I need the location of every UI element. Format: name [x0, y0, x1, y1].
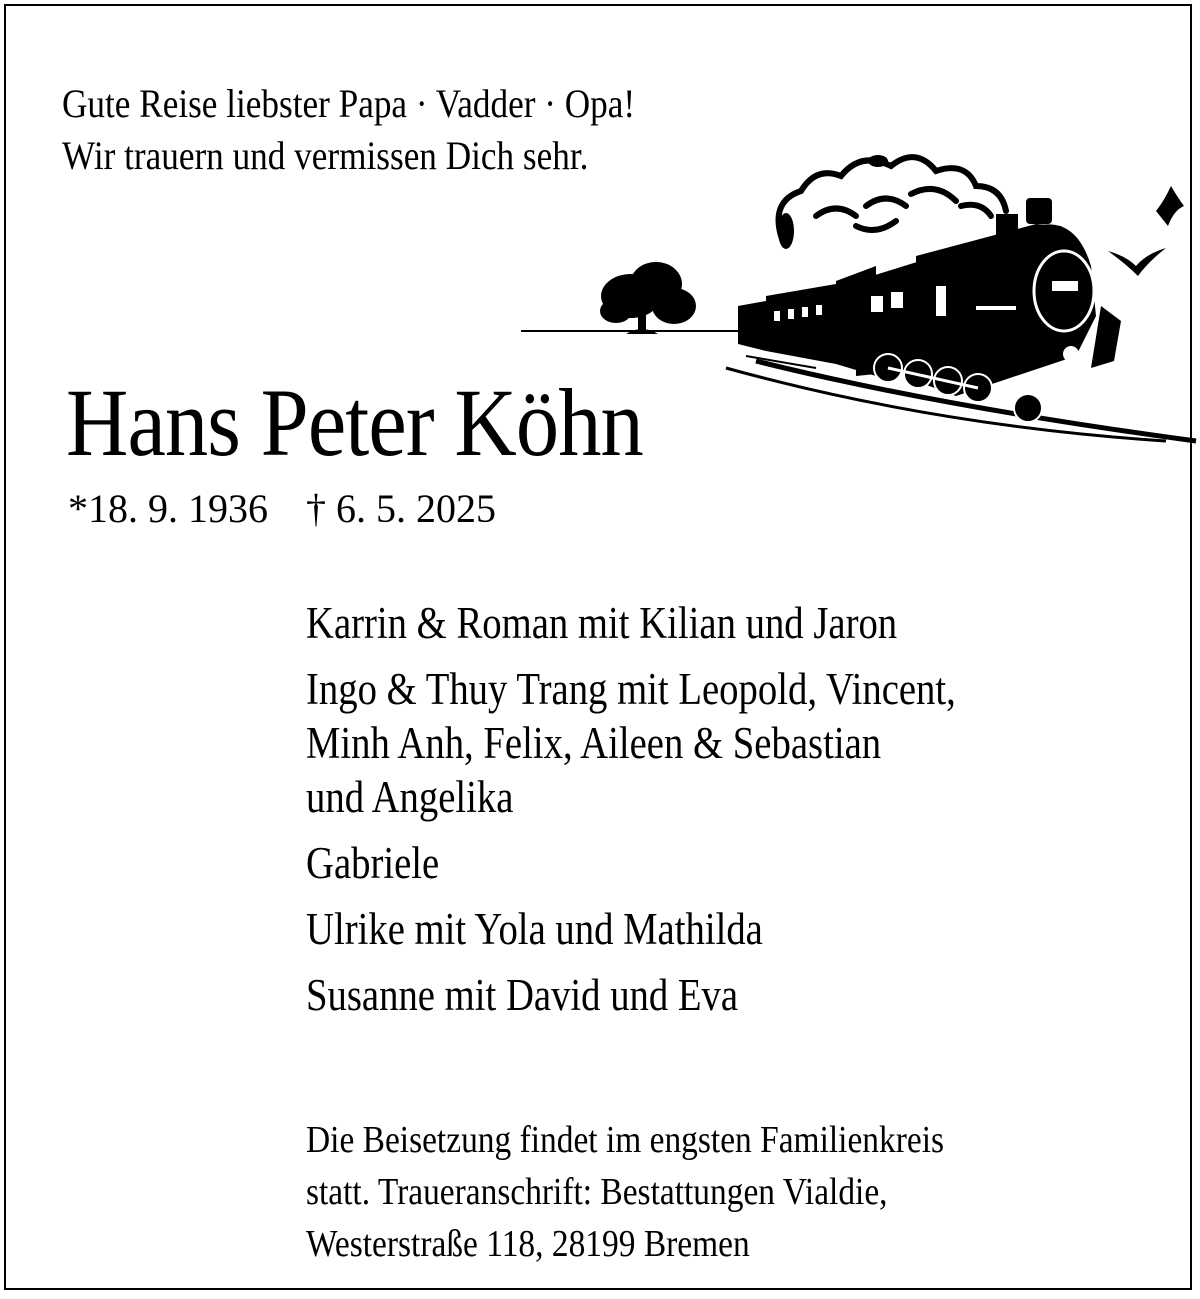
funeral-notice: [306, 1114, 944, 1270]
life-dates: [68, 484, 496, 534]
family-list: [306, 596, 956, 1034]
obituary-frame: [4, 4, 1192, 1290]
notice-line: Westerstraße 118, 28199 Bremen: [306, 1223, 750, 1265]
family-entry: [306, 662, 956, 824]
family-line: Karrin & Roman mit Kilian und Jaron: [306, 598, 898, 648]
family-entry: [306, 836, 956, 890]
family-entry: [306, 968, 956, 1022]
deceased-name: Hans Peter Köhn: [66, 369, 643, 476]
family-line: Minh Anh, Felix, Aileen & Sebastian: [306, 718, 882, 768]
family-line: und Angelika: [306, 772, 514, 822]
motto-line: Gute Reise liebster Papa · Vadder · Opa!: [62, 81, 636, 126]
family-entry: [306, 596, 956, 650]
motto-line: Wir trauern und vermissen Dich sehr.: [62, 133, 589, 178]
family-line: Susanne mit David und Eva: [306, 970, 739, 1020]
family-line: Gabriele: [306, 838, 440, 888]
notice-line: statt. Traueranschrift: Bestattungen Vialdie,: [306, 1171, 888, 1213]
notice-line: Die Beisetzung findet im engsten Familienkreis: [306, 1119, 945, 1161]
birth-date: *18. 9. 1936: [68, 486, 268, 531]
family-line: Ingo & Thuy Trang mit Leopold, Vincent,: [306, 664, 956, 714]
family-entry: [306, 902, 956, 956]
death-date: † 6. 5. 2025: [306, 486, 496, 531]
family-line: Ulrike mit Yola und Mathilda: [306, 904, 763, 954]
